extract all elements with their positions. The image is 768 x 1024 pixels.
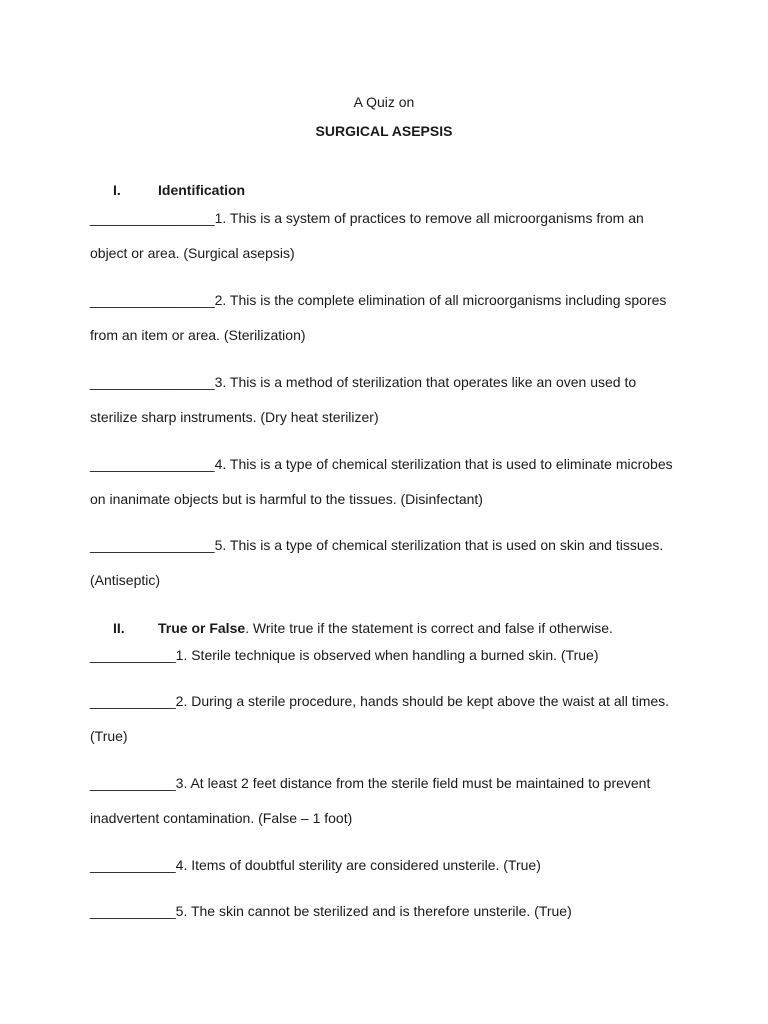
question-text: 5. The skin cannot be sterilized and is therefore unsterile. (True) [175, 903, 572, 919]
answer-blank: ________________ [90, 456, 215, 472]
question-text: 5. This is a type of chemical sterilization that is used on skin and tissues. (Antiseptic) [90, 537, 664, 588]
answer-blank: ________________ [90, 210, 215, 226]
section-2-instruction: . Write true if the statement is correct and false if otherwise. [245, 620, 613, 636]
section-1-item-5 [90, 528, 680, 598]
section-1-title: Identification [158, 182, 246, 198]
section-2-item-5 [90, 894, 680, 929]
question-text: 3. At least 2 feet distance from the sterile field must be maintained to prevent inadvertent contamination. (False – 1 foot) [90, 775, 651, 826]
section-2-item-2 [90, 684, 680, 754]
answer-blank: ________________ [90, 537, 215, 553]
answer-blank: ___________ [90, 857, 176, 873]
question-text: 2. During a sterile procedure, hands should be kept above the waist at all times. (True) [90, 693, 670, 744]
question-text: 1. Sterile technique is observed when handling a burned skin. (True) [175, 647, 599, 663]
question-text: 1. This is a system of practices to remove all microorganisms from an object or area. (Surgical asepsis) [90, 210, 644, 261]
answer-blank: ___________ [90, 775, 176, 791]
section-1-item-1 [90, 201, 680, 271]
section-1-item-4 [90, 447, 680, 517]
answer-blank: ___________ [90, 647, 176, 663]
question-text: 2. This is the complete elimination of all microorganisms including spores from an item or area. (Sterilization) [90, 292, 667, 343]
answer-blank: ________________ [90, 292, 215, 308]
answer-blank: ___________ [90, 693, 176, 709]
question-text: 3. This is a method of sterilization that operates like an oven used to sterilize sharp instruments. (Dry heat sterilizer) [90, 374, 637, 425]
section-1-item-2 [90, 283, 680, 353]
section-2-item-3 [90, 766, 680, 836]
section-1-numeral: I. [113, 182, 121, 198]
answer-blank: ________________ [90, 374, 215, 390]
section-2-item-4 [90, 848, 680, 883]
question-text: 4. Items of doubtful sterility are considered unsterile. (True) [175, 857, 541, 873]
section-1-item-3 [90, 365, 680, 435]
section-2-item-1 [90, 638, 680, 673]
quiz-title-line2: SURGICAL ASEPSIS [315, 123, 453, 139]
section-2-numeral: II. [113, 620, 125, 636]
question-text: 4. This is a type of chemical sterilization that is used to eliminate microbes on inanimate objects but is harmful to the tissues. (Disinfectant) [90, 456, 673, 507]
answer-blank: ___________ [90, 903, 176, 919]
section-2-title: True or False [158, 620, 246, 636]
quiz-title-line1: A Quiz on [353, 94, 415, 110]
